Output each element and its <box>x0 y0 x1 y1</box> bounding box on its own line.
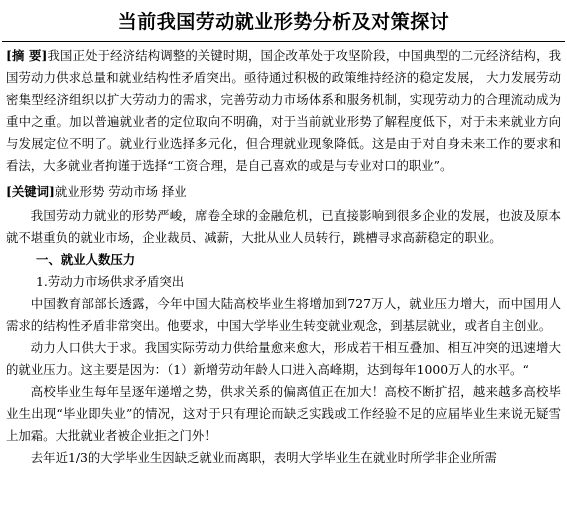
document-body <box>0 45 567 467</box>
document-title: 当前我国劳动就业形势分析及对策探讨 <box>117 11 450 33</box>
body-paragraph-3: 高校毕业生每年呈逐年递增之势，供求关系的偏离值正在加大！高校不断扩招，越来越多高校毕业生出现“毕业即失业”的情况，这对于只有理论而缺乏实践或工作经验不足的应届毕业生来说无疑雪上加霜。大批就业者被企业拒之门外！ <box>6 384 561 443</box>
title-divider <box>2 41 565 42</box>
subsection-heading: 1.劳动力市场供求矛盾突出 <box>36 274 185 289</box>
body-paragraph-2: 动力人口供大于求。我国实际劳动力供给量愈来愈大，形成若干相互叠加、相互冲突的迅速增大的就业压力。这主要是因为：（1）新增劳动年龄人口进入高峰期，达到每年1000万人的水平。“ <box>6 340 561 377</box>
abstract-text: 我国正处于经济结构调整的关键时期，国企改革处于攻坚阶段，中国典型的二元经济结构，我国劳动力供求总量和就业结构性矛盾突出。亟待通过积极的政策维持经济的稳定发展， 大力发展劳动密集型经济组织以扩大劳动力的需求，完善劳动力市场体系和服务机制，实现劳动力的合理流动成为重中之重。加以普遍就业者的定位取向不明确，对于当前就业形势了解程度低下，对于未来就业方向与发展定位不明了。就业行业选择多元化，但合理就业现象降低。这是由于对自身未来工作的要求和看法，大多就业者拘谨于选择“工资合理，是自己喜欢的或是与专业对口的职业”。 <box>6 48 561 173</box>
section-heading: 一、就业人数压力 <box>36 252 136 267</box>
body-paragraph-1: 中国教育部部长透露，今年中国大陆高校毕业生将增加到727万人，就业压力增大，而中国用人需求的结构性矛盾非常突出。他要求，中国大学毕业生转变就业观念，到基层就业，或者自主创业。 <box>6 296 561 333</box>
keywords-tag: [关键词] <box>6 184 55 199</box>
keywords-paragraph <box>6 181 561 203</box>
body-paragraph-4-partial: 去年近1/3的大学毕业生因缺乏就业而离职，表明大学毕业生在就业时所学非企业所需 <box>30 450 497 465</box>
keywords-text: 就业形势 劳动市场 择业 <box>54 184 187 199</box>
intro-paragraph: 我国劳动力就业的形势严峻，席卷全球的金融危机，已直接影响到很多企业的发展，也波及原本就不堪重负的就业市场，企业裁员、减薪，大批从业人员转行，跳槽寻求高薪稳定的职业。 <box>6 208 561 245</box>
abstract-tag: [摘 要] <box>6 48 48 63</box>
abstract-paragraph <box>6 45 561 177</box>
